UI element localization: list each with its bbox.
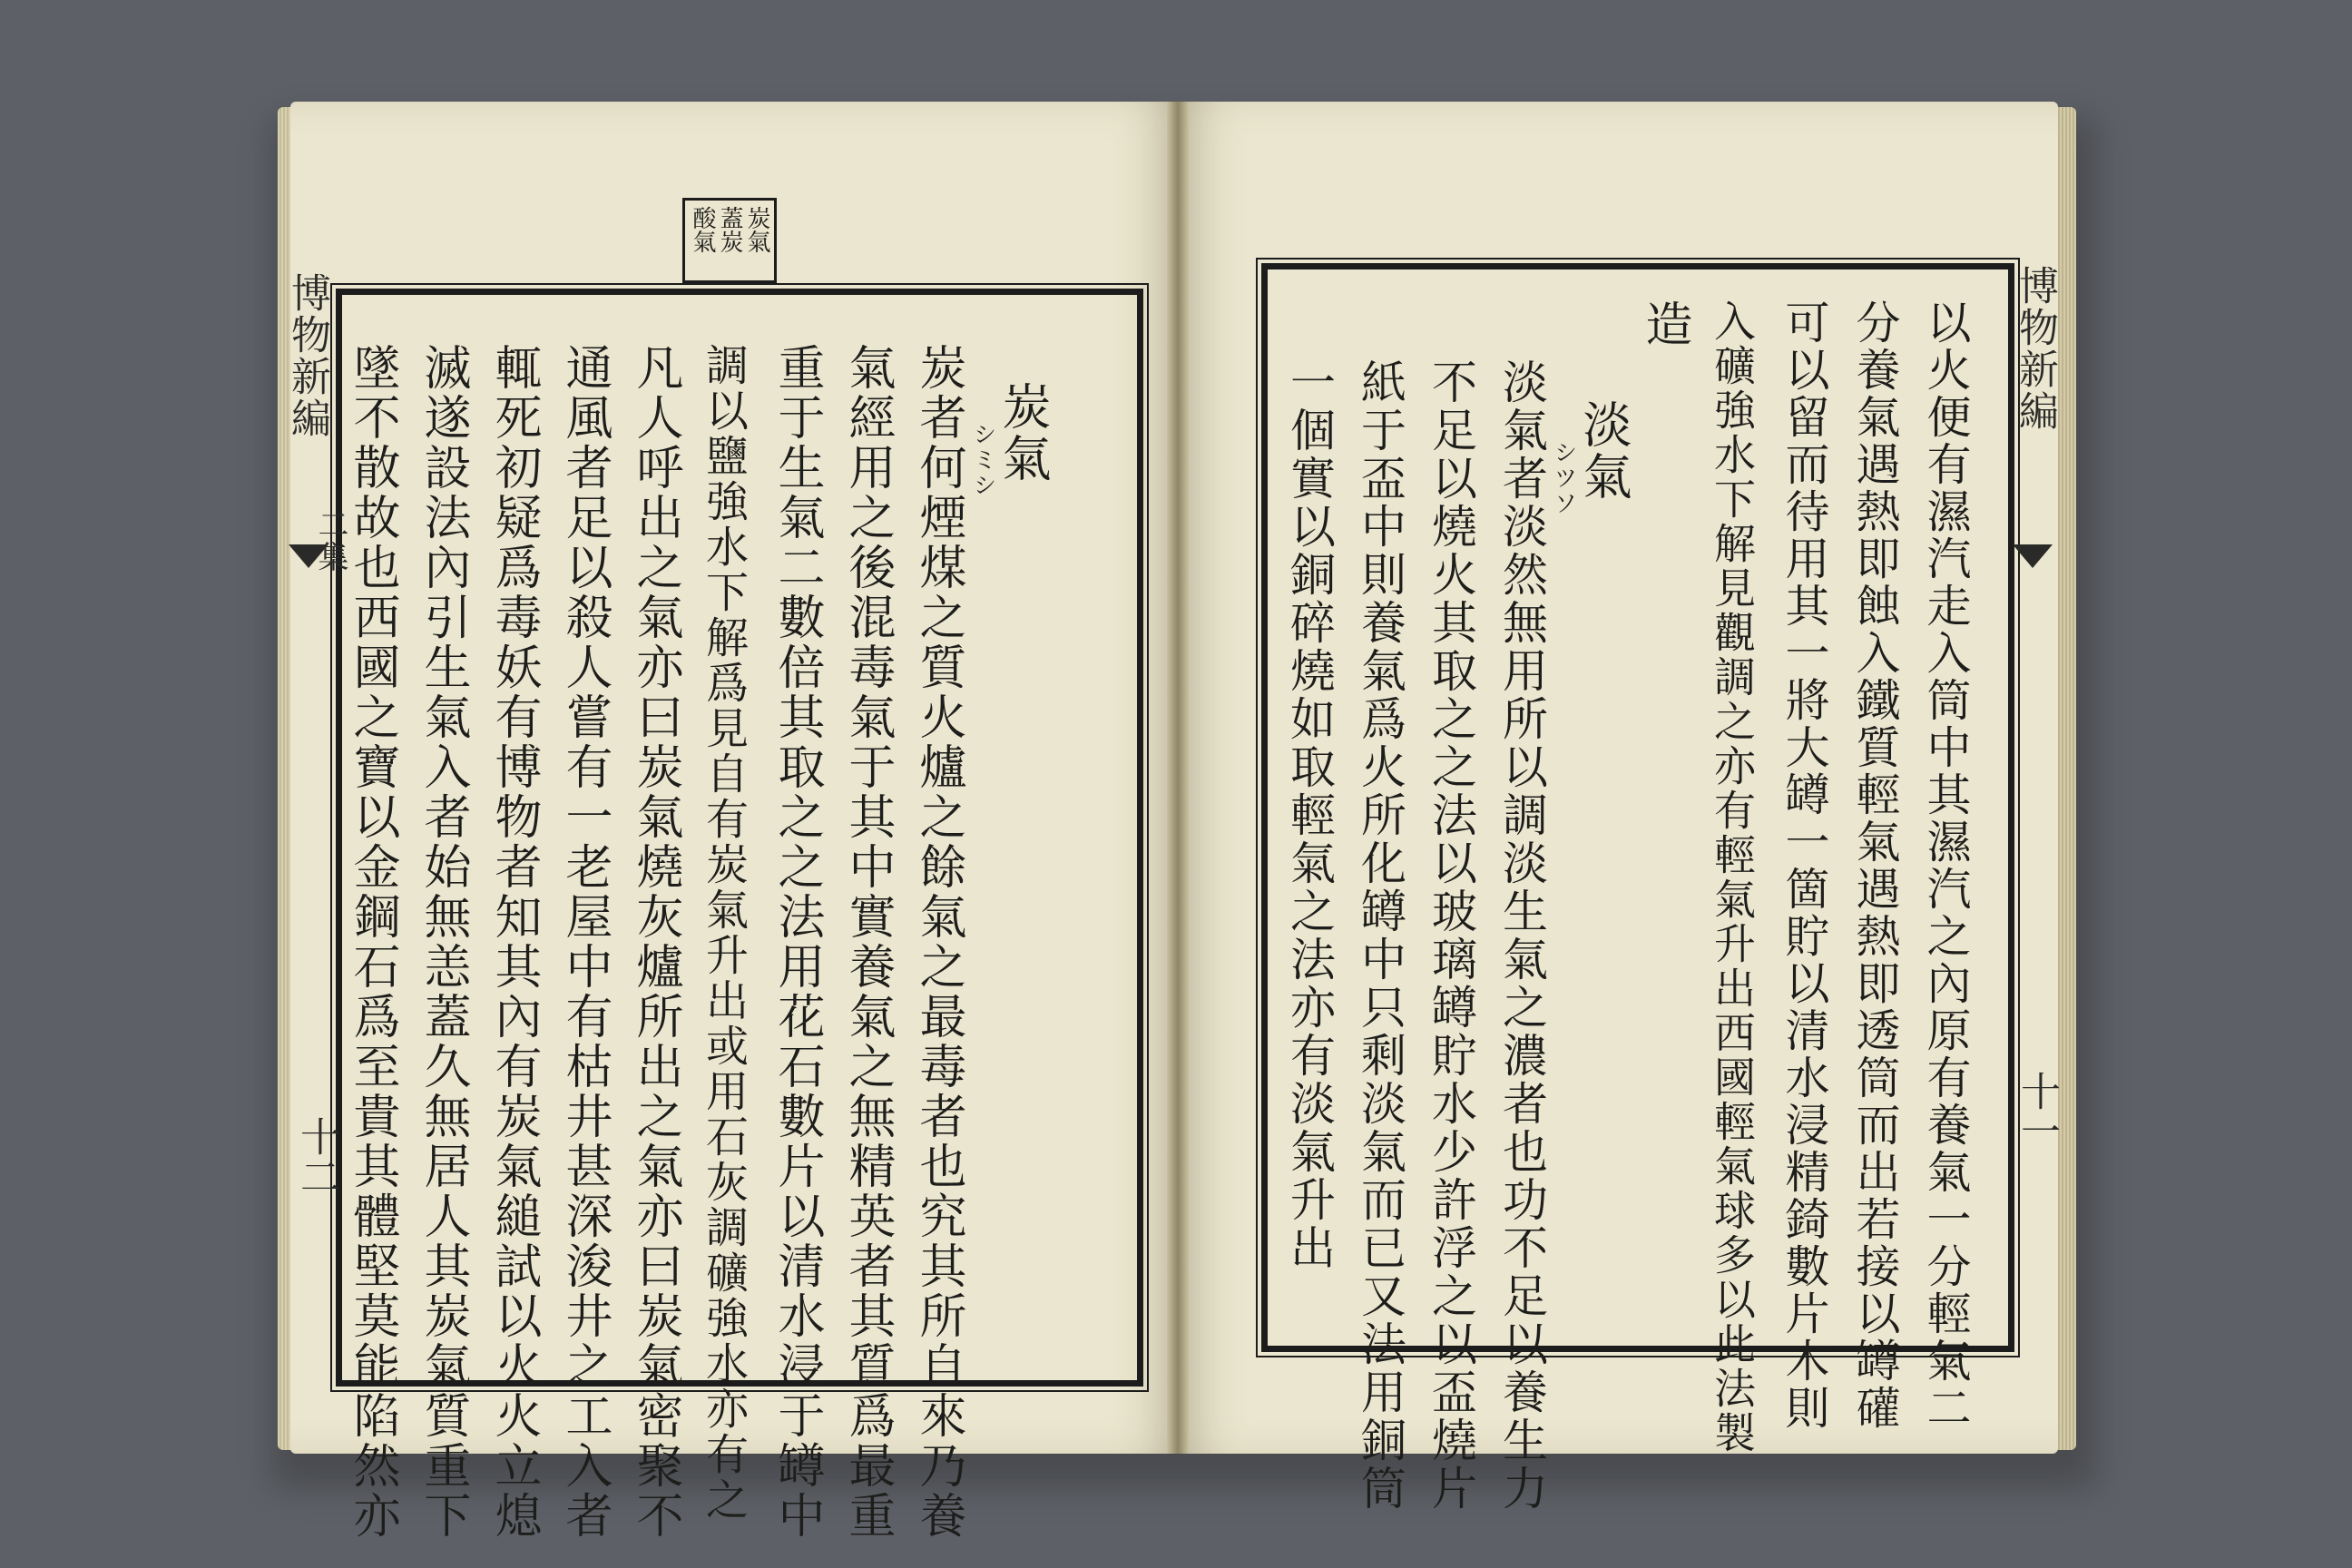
left-section-note: シミシ (969, 422, 996, 498)
left-section-heading: 炭氣 (995, 381, 1052, 485)
right-text-column-4: 入礦強水下解見觀調之亦有輕氣升出西國輕氣球多以此法製 (1708, 299, 1757, 1455)
left-text-column-9: 墜不散故也西國之寶以金鋼石爲至貴其體堅莫能陷然亦 (345, 343, 399, 1541)
left-text-column-4: 調以鹽強水下解爲見自有炭氣升出或用石灰調礦強水亦有之 (699, 343, 749, 1523)
right-text-column-3: 可以留而待用其一將大罇一箇貯以清水浸精錡數片木則 (1779, 299, 1830, 1432)
book-gutter (1167, 102, 1189, 1454)
seal-line-2: 蓋炭 (716, 206, 743, 253)
right-text-column-6: 淡氣者淡然無用所以調淡生氣之濃者也功不足以養生力 (1495, 358, 1548, 1513)
left-text-column-3: 重于生氣二數倍其取之之法用花石數片以清水浸于罇中 (769, 343, 824, 1541)
right-text-column-9: 一個實以銅碎燒如取輕氣之法亦有淡氣升出 (1283, 358, 1336, 1272)
right-text-column-2: 分養氣遇熱即蝕入鐵質輕氣遇熱即透筒而出若接以罇礶 (1849, 299, 1901, 1432)
right-text-column-8: 紙于盃中則養氣爲火所化罇中只剩淡氣而已又法用銅筒 (1354, 358, 1406, 1513)
left-folio: 十二 (293, 1116, 339, 1196)
right-margin-title: 博物新編 (2012, 265, 2058, 432)
seal-line-1: 炭氣 (743, 206, 770, 253)
right-fish-tail-mark (2013, 544, 2053, 568)
left-text-column-1: 炭者何煙煤之質火爐之餘氣之最毒者也究其所自來乃養 (911, 343, 965, 1541)
left-text-column-6: 通風者足以殺人嘗有一老屋中有枯井甚深浚井之工入者 (557, 343, 612, 1541)
left-text-column-8: 滅遂設法內引生氣入者始無恙蓋久無居人其炭氣質重下 (416, 343, 470, 1541)
right-folio: 十一 (2014, 1071, 2060, 1151)
right-text-column-7: 不足以燒火其取之之法以玻璃罇貯水少許浮之以盃燒片 (1425, 358, 1477, 1513)
left-text-column-7: 輒死初疑爲毒妖有博物者知其內有炭氣縋試以火火立熄 (486, 343, 541, 1541)
right-section-note: シツソ (1550, 440, 1577, 516)
left-volume-label: 二集 (312, 508, 348, 573)
left-margin-title: 博物新編 (284, 272, 330, 439)
right-text-column-5: 造 (1637, 299, 1691, 349)
left-text-column-2: 氣經用之後混毒氣于其中實養氣之無精英者其質爲最重 (840, 343, 895, 1541)
left-text-column-5: 凡人呼出之氣亦曰炭氣燒灰爐所出之氣亦曰炭氣密聚不 (628, 343, 682, 1541)
seal-label (682, 198, 777, 283)
right-section-heading: 淡氣 (1575, 399, 1632, 503)
left-fish-tail-mark (289, 544, 328, 568)
right-text-column-1: 以火便有濕汽走入筒中其濕汽之內原有養氣一分輕氣二 (1920, 299, 1972, 1432)
seal-line-3: 酸氣 (689, 206, 716, 253)
